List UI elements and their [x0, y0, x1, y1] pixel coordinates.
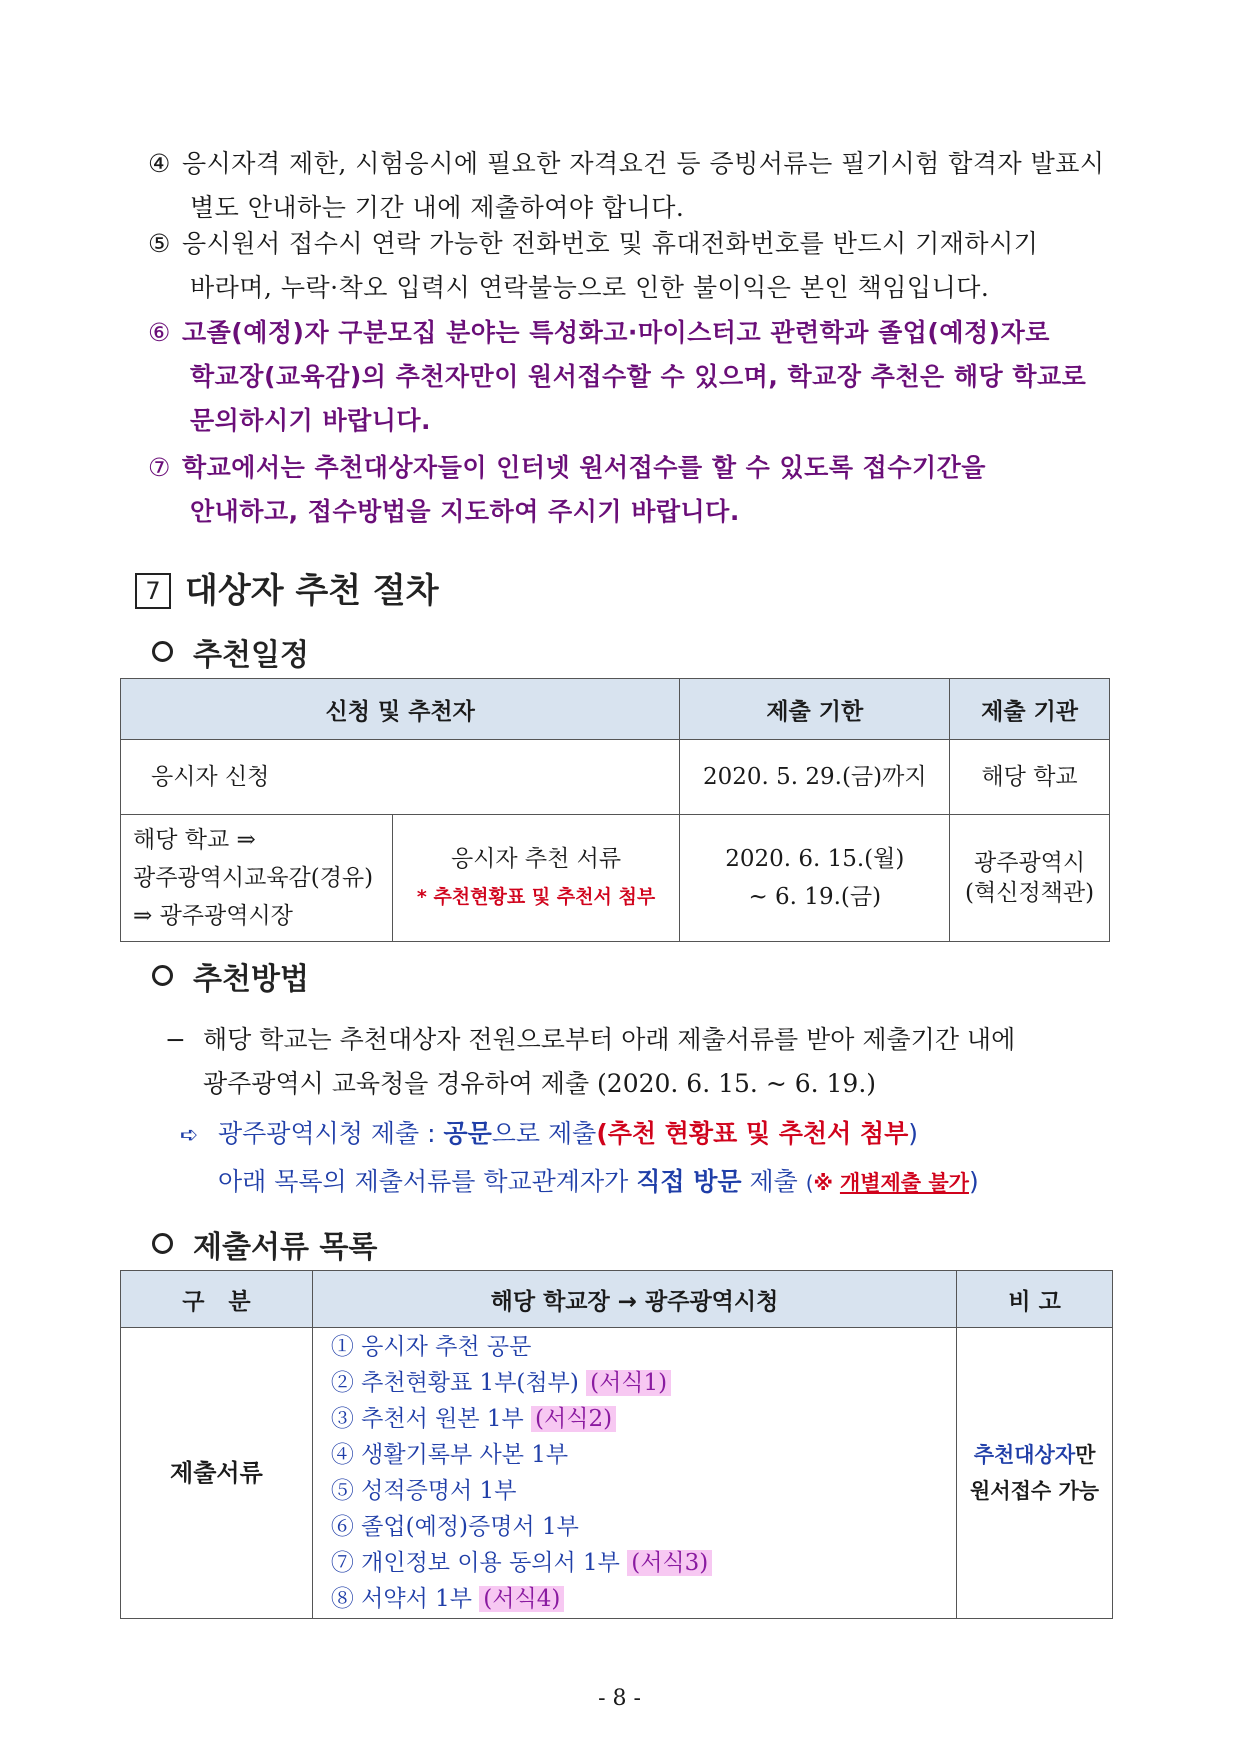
remark-cell [957, 1328, 1113, 1619]
form-tag: (서식1) [586, 1370, 671, 1396]
table-header: 제출 기한 [680, 679, 950, 740]
arrow-line-text: ) [908, 1119, 919, 1148]
list-item [331, 1365, 955, 1401]
item-text: ① 응시자 추천 공문 [330, 1334, 532, 1360]
table-cell: 2020. 5. 29.(금)까지 [680, 740, 950, 815]
table-header: 신청 및 추천자 [121, 679, 680, 740]
note-line: 별도 안내하는 기간 내에 제출하여야 합니다. [190, 193, 685, 222]
method-text: 해당 학교는 추천대상자 전원으로부터 아래 제출서류를 받아 제출기간 내에 [203, 1025, 1016, 1054]
form-tag: (서식4) [479, 1586, 564, 1612]
schedule-heading-text: 추천일정 [193, 638, 309, 673]
list-item [331, 1509, 955, 1545]
cell-line: ⇒ 광주광역시장 [133, 903, 293, 929]
method-line-1 [165, 1018, 1125, 1062]
arrow-icon: ➪ [180, 1123, 199, 1148]
remark-text: 원서접수 가능 [970, 1479, 1100, 1503]
list-item [331, 1329, 955, 1365]
remark-highlight: 추천대상자 [973, 1443, 1076, 1467]
list-item [331, 1437, 955, 1473]
note-4 [148, 142, 1128, 230]
note-line: 학교에서는 추천대상자들이 인터넷 원서접수를 할 수 있도록 접수기간을 [182, 453, 986, 482]
arrow-line-2 [218, 1160, 1138, 1205]
table-header: 제출 기관 [950, 679, 1110, 740]
docs-heading-text: 제출서류 목록 [193, 1230, 378, 1265]
form-tag: (서식2) [531, 1406, 616, 1432]
item-text: ⑧ 서약서 1부 [330, 1586, 480, 1612]
page-number: - 8 - [598, 1686, 641, 1711]
arrow-line-text: ) [968, 1167, 979, 1196]
cell-line: 광주광역시교육감(경유) [133, 865, 374, 891]
documents-table [120, 1270, 1113, 1619]
note-line: 바라며, 누락·착오 입력시 연락불능으로 인한 불이익은 본인 책임입니다. [190, 273, 990, 302]
reference-mark: ※ [813, 1171, 840, 1195]
arrow-line-paren: ( [805, 1171, 814, 1195]
remark-text: 만 [1075, 1443, 1096, 1467]
note-number: ⑦ [148, 453, 171, 482]
dash-bullet: − [165, 1025, 186, 1054]
note-number: ④ [148, 149, 171, 178]
schedule-table [120, 678, 1110, 942]
arrow-line-text: 으로 제출 [491, 1119, 597, 1148]
table-cell [950, 815, 1110, 942]
form-tag: (서식3) [627, 1550, 712, 1576]
method-heading [152, 954, 309, 998]
arrow-line-1 [180, 1112, 1130, 1158]
item-text: ⑥ 졸업(예정)증명서 1부 [330, 1514, 579, 1540]
item-text: ⑤ 성적증명서 1부 [330, 1478, 517, 1504]
attachment-note: * 추천현황표 및 추천서 첨부 [416, 886, 656, 908]
document-list [312, 1328, 956, 1619]
list-item [331, 1545, 955, 1581]
table-header: 해당 학교장 → 광주광역시청 [312, 1271, 956, 1328]
item-text: ③ 추천서 원본 1부 [330, 1406, 532, 1432]
cell-line: 광주광역시 [974, 850, 1086, 876]
note-line: 응시원서 접수시 연락 가능한 전화번호 및 휴대전화번호를 반드시 기재하시기 [182, 229, 1039, 258]
section-heading [135, 563, 439, 612]
item-text: ② 추천현황표 1부(첨부) [330, 1370, 587, 1396]
section-number-box: 7 [135, 573, 171, 609]
note-7 [148, 446, 1128, 534]
arrow-line-text: 아래 목록의 제출서류를 학교관계자가 [218, 1167, 637, 1196]
method-text: 광주광역시 교육청을 경유하여 제출 (2020. 6. 15. ~ 6. 19.) [203, 1069, 877, 1098]
cell-line: 해당 학교 ⇒ [133, 827, 256, 853]
note-line: 문의하시기 바랍니다. [190, 406, 432, 435]
table-cell [392, 815, 680, 942]
circle-bullet-icon [152, 1233, 173, 1254]
circle-bullet-icon [152, 641, 173, 662]
note-line: 학교장(교육감)의 추천자만이 원서접수할 수 있으며, 학교장 추천은 해당 학교로 [190, 362, 1087, 391]
section-title: 대상자 추천 절차 [185, 571, 439, 611]
item-text: ⑦ 개인정보 이용 동의서 1부 [330, 1550, 628, 1576]
cell-line: (혁신정책관) [965, 880, 1095, 906]
arrow-line-bold: 공문 [443, 1119, 492, 1148]
table-header: 비 고 [957, 1271, 1113, 1328]
table-cell [680, 815, 950, 942]
table-cell: 해당 학교 [950, 740, 1110, 815]
arrow-line-red: (추천 현황표 및 추천서 첨부 [596, 1119, 909, 1148]
table-header: 구 분 [121, 1271, 313, 1328]
table-cell: 응시자 신청 [121, 740, 680, 815]
cell-line: 2020. 6. 15.(월) [725, 846, 905, 872]
note-6 [148, 311, 1128, 443]
note-line: 안내하고, 접수방법을 지도하여 주시기 바랍니다. [190, 497, 740, 526]
schedule-heading [152, 630, 309, 674]
list-item [331, 1473, 955, 1509]
docs-heading [152, 1222, 377, 1266]
note-number: ⑤ [148, 229, 171, 258]
cell-line: 응시자 추천 서류 [450, 846, 622, 872]
note-line: 응시자격 제한, 시험응시에 필요한 자격요건 등 증빙서류는 필기시험 합격자 발표시 [182, 149, 1105, 178]
note-5 [148, 222, 1128, 310]
arrow-line-text: 제출 [741, 1167, 806, 1196]
arrow-line-red: 개별제출 불가 [839, 1171, 969, 1195]
method-heading-text: 추천방법 [193, 962, 309, 997]
note-number: ⑥ [148, 318, 171, 347]
table-cell [121, 815, 393, 942]
item-text: ④ 생활기록부 사본 1부 [330, 1442, 569, 1468]
category-cell: 제출서류 [121, 1328, 313, 1619]
note-line: 고졸(예정)자 구분모집 분야는 특성화고·마이스터고 관련학과 졸업(예정)자로 [182, 318, 1050, 347]
cell-line: ~ 6. 19.(금) [748, 884, 882, 910]
arrow-line-bold: 직접 방문 [636, 1167, 742, 1196]
list-item [331, 1401, 955, 1437]
arrow-line-text: 광주광역시청 제출 : [218, 1119, 444, 1148]
circle-bullet-icon [152, 965, 173, 986]
list-item [331, 1581, 955, 1617]
